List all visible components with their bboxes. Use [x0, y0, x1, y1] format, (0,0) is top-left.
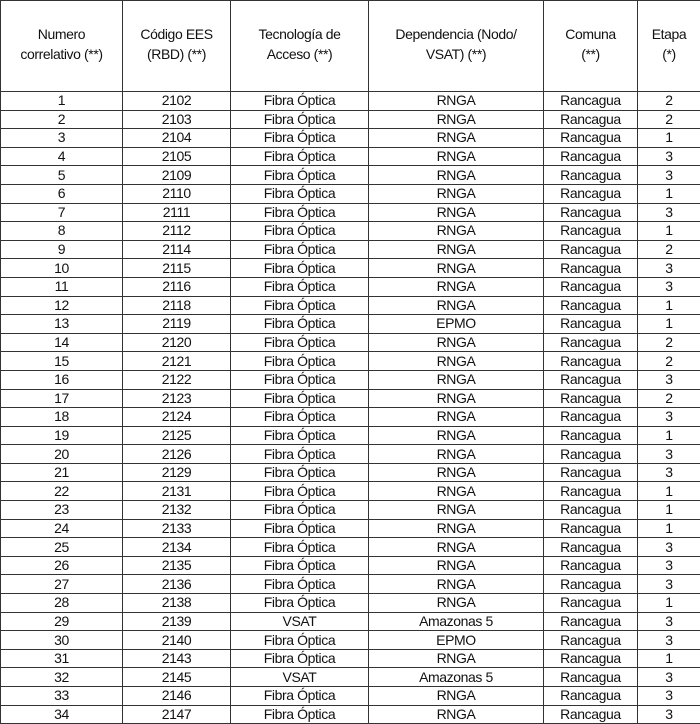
table-row	[1, 129, 700, 148]
cell-comuna: Rancagua	[544, 259, 638, 278]
cell-etapa: 3	[638, 705, 700, 724]
cell-tecnologia-acceso: Fibra Óptica	[231, 147, 369, 166]
cell-etapa: 3	[638, 166, 700, 185]
cell-etapa: 1	[638, 129, 700, 148]
cell-numero-correlativo: 7	[1, 203, 123, 222]
cell-dependencia: RNGA	[369, 370, 544, 389]
cell-dependencia: RNGA	[369, 501, 544, 520]
table-row	[1, 333, 700, 352]
cell-numero-correlativo: 29	[1, 612, 123, 631]
cell-numero-correlativo: 26	[1, 556, 123, 575]
cell-comuna: Rancagua	[544, 315, 638, 334]
cell-dependencia: RNGA	[369, 110, 544, 129]
column-header-line: Comuna	[544, 24, 637, 44]
cell-dependencia: RNGA	[369, 705, 544, 724]
cell-numero-correlativo: 11	[1, 277, 123, 296]
cell-comuna: Rancagua	[544, 110, 638, 129]
cell-tecnologia-acceso: Fibra Óptica	[231, 203, 369, 222]
cell-dependencia: RNGA	[369, 333, 544, 352]
cell-codigo-ees: 2121	[123, 352, 231, 371]
cell-dependencia: RNGA	[369, 408, 544, 427]
cell-etapa: 2	[638, 333, 700, 352]
cell-etapa: 2	[638, 352, 700, 371]
table-row	[1, 668, 700, 687]
cell-dependencia: RNGA	[369, 482, 544, 501]
table-row	[1, 203, 700, 222]
table-row	[1, 370, 700, 389]
table-row	[1, 240, 700, 259]
cell-dependencia: RNGA	[369, 426, 544, 445]
cell-comuna: Rancagua	[544, 352, 638, 371]
cell-etapa: 2	[638, 110, 700, 129]
cell-codigo-ees: 2125	[123, 426, 231, 445]
cell-codigo-ees: 2132	[123, 501, 231, 520]
table-row	[1, 92, 700, 111]
cell-comuna: Rancagua	[544, 92, 638, 111]
cell-dependencia: RNGA	[369, 538, 544, 557]
cell-etapa: 3	[638, 687, 700, 706]
cell-codigo-ees: 2133	[123, 519, 231, 538]
header-row	[1, 1, 700, 92]
cell-dependencia: RNGA	[369, 147, 544, 166]
cell-tecnologia-acceso: Fibra Óptica	[231, 705, 369, 724]
table-row	[1, 408, 700, 427]
cell-tecnologia-acceso: Fibra Óptica	[231, 575, 369, 594]
cell-tecnologia-acceso: Fibra Óptica	[231, 556, 369, 575]
column-header-line: (RBD) (**)	[123, 44, 230, 64]
column-header-etapa	[638, 1, 700, 92]
cell-etapa: 1	[638, 649, 700, 668]
cell-etapa: 2	[638, 389, 700, 408]
cell-comuna: Rancagua	[544, 668, 638, 687]
cell-comuna: Rancagua	[544, 594, 638, 613]
table-row	[1, 482, 700, 501]
cell-tecnologia-acceso: Fibra Óptica	[231, 222, 369, 241]
cell-dependencia: RNGA	[369, 203, 544, 222]
cell-etapa: 3	[638, 408, 700, 427]
cell-codigo-ees: 2146	[123, 687, 231, 706]
cell-comuna: Rancagua	[544, 222, 638, 241]
column-header-line: correlativo (**)	[1, 44, 122, 64]
cell-comuna: Rancagua	[544, 389, 638, 408]
cell-tecnologia-acceso: Fibra Óptica	[231, 426, 369, 445]
cell-dependencia: Amazonas 5	[369, 668, 544, 687]
cell-etapa: 2	[638, 92, 700, 111]
cell-tecnologia-acceso: Fibra Óptica	[231, 631, 369, 650]
cell-etapa: 1	[638, 222, 700, 241]
cell-numero-correlativo: 21	[1, 463, 123, 482]
cell-tecnologia-acceso: Fibra Óptica	[231, 463, 369, 482]
cell-dependencia: RNGA	[369, 222, 544, 241]
cell-comuna: Rancagua	[544, 649, 638, 668]
table-row	[1, 705, 700, 724]
table-row	[1, 426, 700, 445]
cell-etapa: 3	[638, 259, 700, 278]
cell-codigo-ees: 2112	[123, 222, 231, 241]
cell-dependencia: RNGA	[369, 556, 544, 575]
table-body	[1, 92, 700, 724]
cell-numero-correlativo: 1	[1, 92, 123, 111]
cell-dependencia: RNGA	[369, 296, 544, 315]
cell-etapa: 1	[638, 519, 700, 538]
cell-tecnologia-acceso: Fibra Óptica	[231, 408, 369, 427]
cell-comuna: Rancagua	[544, 166, 638, 185]
cell-dependencia: RNGA	[369, 240, 544, 259]
cell-tecnologia-acceso: VSAT	[231, 612, 369, 631]
cell-etapa: 3	[638, 631, 700, 650]
table-row	[1, 315, 700, 334]
cell-tecnologia-acceso: Fibra Óptica	[231, 184, 369, 203]
cell-numero-correlativo: 20	[1, 445, 123, 464]
cell-etapa: 3	[638, 556, 700, 575]
cell-tecnologia-acceso: Fibra Óptica	[231, 687, 369, 706]
table-row	[1, 687, 700, 706]
table-row	[1, 594, 700, 613]
cell-codigo-ees: 2131	[123, 482, 231, 501]
cell-numero-correlativo: 12	[1, 296, 123, 315]
cell-numero-correlativo: 23	[1, 501, 123, 520]
table-row	[1, 612, 700, 631]
column-header-line: Código EES	[123, 24, 230, 44]
cell-etapa: 1	[638, 296, 700, 315]
cell-dependencia: RNGA	[369, 129, 544, 148]
cell-dependencia: RNGA	[369, 184, 544, 203]
cell-etapa: 3	[638, 370, 700, 389]
cell-codigo-ees: 2119	[123, 315, 231, 334]
cell-codigo-ees: 2109	[123, 166, 231, 185]
cell-comuna: Rancagua	[544, 445, 638, 464]
cell-etapa: 1	[638, 426, 700, 445]
column-header-line: Acceso (**)	[231, 44, 368, 64]
cell-comuna: Rancagua	[544, 538, 638, 557]
cell-dependencia: RNGA	[369, 519, 544, 538]
cell-numero-correlativo: 6	[1, 184, 123, 203]
cell-etapa: 1	[638, 501, 700, 520]
table-row	[1, 166, 700, 185]
column-header-line: Etapa	[638, 24, 700, 44]
cell-numero-correlativo: 16	[1, 370, 123, 389]
cell-tecnologia-acceso: Fibra Óptica	[231, 501, 369, 520]
cell-numero-correlativo: 9	[1, 240, 123, 259]
cell-codigo-ees: 2140	[123, 631, 231, 650]
cell-numero-correlativo: 27	[1, 575, 123, 594]
cell-numero-correlativo: 17	[1, 389, 123, 408]
cell-comuna: Rancagua	[544, 426, 638, 445]
cell-etapa: 3	[638, 445, 700, 464]
cell-etapa: 3	[638, 203, 700, 222]
cell-numero-correlativo: 8	[1, 222, 123, 241]
cell-dependencia: RNGA	[369, 277, 544, 296]
cell-numero-correlativo: 5	[1, 166, 123, 185]
column-header-line: Numero	[1, 24, 122, 44]
cell-codigo-ees: 2122	[123, 370, 231, 389]
cell-codigo-ees: 2135	[123, 556, 231, 575]
cell-tecnologia-acceso: Fibra Óptica	[231, 166, 369, 185]
cell-tecnologia-acceso: Fibra Óptica	[231, 370, 369, 389]
cell-codigo-ees: 2126	[123, 445, 231, 464]
cell-codigo-ees: 2134	[123, 538, 231, 557]
column-header-dependencia	[369, 1, 544, 92]
cell-codigo-ees: 2114	[123, 240, 231, 259]
column-header-numero-correlativo	[1, 1, 123, 92]
cell-codigo-ees: 2115	[123, 259, 231, 278]
cell-numero-correlativo: 3	[1, 129, 123, 148]
cell-codigo-ees: 2111	[123, 203, 231, 222]
cell-codigo-ees: 2123	[123, 389, 231, 408]
cell-dependencia: RNGA	[369, 687, 544, 706]
table-row	[1, 389, 700, 408]
cell-comuna: Rancagua	[544, 501, 638, 520]
cell-numero-correlativo: 34	[1, 705, 123, 724]
cell-codigo-ees: 2103	[123, 110, 231, 129]
cell-dependencia: Amazonas 5	[369, 612, 544, 631]
cell-etapa: 3	[638, 538, 700, 557]
table-header	[1, 1, 700, 92]
cell-tecnologia-acceso: Fibra Óptica	[231, 594, 369, 613]
cell-codigo-ees: 2118	[123, 296, 231, 315]
cell-codigo-ees: 2129	[123, 463, 231, 482]
cell-dependencia: RNGA	[369, 352, 544, 371]
cell-comuna: Rancagua	[544, 482, 638, 501]
cell-codigo-ees: 2104	[123, 129, 231, 148]
cell-etapa: 3	[638, 463, 700, 482]
cell-tecnologia-acceso: Fibra Óptica	[231, 352, 369, 371]
cell-tecnologia-acceso: Fibra Óptica	[231, 315, 369, 334]
cell-tecnologia-acceso: Fibra Óptica	[231, 445, 369, 464]
cell-dependencia: RNGA	[369, 463, 544, 482]
cell-dependencia: RNGA	[369, 575, 544, 594]
table-row	[1, 259, 700, 278]
cell-numero-correlativo: 10	[1, 259, 123, 278]
table-row	[1, 538, 700, 557]
table-row	[1, 277, 700, 296]
cell-comuna: Rancagua	[544, 147, 638, 166]
cell-dependencia: RNGA	[369, 389, 544, 408]
cell-tecnologia-acceso: Fibra Óptica	[231, 389, 369, 408]
cell-tecnologia-acceso: Fibra Óptica	[231, 482, 369, 501]
table-row	[1, 631, 700, 650]
cell-codigo-ees: 2139	[123, 612, 231, 631]
table-row	[1, 556, 700, 575]
column-header-codigo-ees	[123, 1, 231, 92]
cell-codigo-ees: 2124	[123, 408, 231, 427]
cell-etapa: 1	[638, 594, 700, 613]
cell-comuna: Rancagua	[544, 296, 638, 315]
cell-comuna: Rancagua	[544, 575, 638, 594]
column-header-line: VSAT) (**)	[369, 44, 543, 64]
cell-numero-correlativo: 33	[1, 687, 123, 706]
cell-dependencia: RNGA	[369, 649, 544, 668]
cell-dependencia: RNGA	[369, 594, 544, 613]
cell-tecnologia-acceso: Fibra Óptica	[231, 92, 369, 111]
table-row	[1, 296, 700, 315]
cell-etapa: 3	[638, 612, 700, 631]
table-row	[1, 445, 700, 464]
table-row	[1, 575, 700, 594]
cell-comuna: Rancagua	[544, 203, 638, 222]
cell-comuna: Rancagua	[544, 408, 638, 427]
cell-numero-correlativo: 31	[1, 649, 123, 668]
cell-codigo-ees: 2147	[123, 705, 231, 724]
cell-codigo-ees: 2105	[123, 147, 231, 166]
cell-comuna: Rancagua	[544, 631, 638, 650]
table-row	[1, 110, 700, 129]
cell-codigo-ees: 2116	[123, 277, 231, 296]
cell-numero-correlativo: 15	[1, 352, 123, 371]
table-row	[1, 501, 700, 520]
cell-dependencia: RNGA	[369, 92, 544, 111]
cell-codigo-ees: 2110	[123, 184, 231, 203]
cell-etapa: 3	[638, 668, 700, 687]
column-header-comuna	[544, 1, 638, 92]
cell-codigo-ees: 2120	[123, 333, 231, 352]
column-header-line: (**)	[544, 44, 637, 64]
cell-etapa: 1	[638, 482, 700, 501]
cell-tecnologia-acceso: Fibra Óptica	[231, 296, 369, 315]
cell-numero-correlativo: 24	[1, 519, 123, 538]
cell-etapa: 3	[638, 575, 700, 594]
cell-etapa: 3	[638, 147, 700, 166]
cell-numero-correlativo: 4	[1, 147, 123, 166]
table-row	[1, 463, 700, 482]
cell-numero-correlativo: 30	[1, 631, 123, 650]
cell-codigo-ees: 2145	[123, 668, 231, 687]
cell-tecnologia-acceso: Fibra Óptica	[231, 519, 369, 538]
cell-numero-correlativo: 25	[1, 538, 123, 557]
cell-tecnologia-acceso: Fibra Óptica	[231, 259, 369, 278]
cell-codigo-ees: 2102	[123, 92, 231, 111]
cell-etapa: 1	[638, 315, 700, 334]
cell-tecnologia-acceso: Fibra Óptica	[231, 333, 369, 352]
cell-comuna: Rancagua	[544, 519, 638, 538]
column-header-tecnologia-acceso	[231, 1, 369, 92]
cell-etapa: 3	[638, 277, 700, 296]
cell-numero-correlativo: 19	[1, 426, 123, 445]
cell-numero-correlativo: 13	[1, 315, 123, 334]
cell-numero-correlativo: 28	[1, 594, 123, 613]
table-row	[1, 147, 700, 166]
cell-tecnologia-acceso: Fibra Óptica	[231, 110, 369, 129]
cell-etapa: 2	[638, 240, 700, 259]
cell-tecnologia-acceso: VSAT	[231, 668, 369, 687]
column-header-line: Dependencia (Nodo/	[369, 24, 543, 44]
cell-comuna: Rancagua	[544, 129, 638, 148]
cell-comuna: Rancagua	[544, 612, 638, 631]
table-row	[1, 352, 700, 371]
cell-etapa: 1	[638, 184, 700, 203]
cell-comuna: Rancagua	[544, 240, 638, 259]
cell-codigo-ees: 2138	[123, 594, 231, 613]
cell-comuna: Rancagua	[544, 277, 638, 296]
table-row	[1, 519, 700, 538]
cell-tecnologia-acceso: Fibra Óptica	[231, 240, 369, 259]
cell-comuna: Rancagua	[544, 370, 638, 389]
column-header-line: Tecnología de	[231, 24, 368, 44]
cell-comuna: Rancagua	[544, 705, 638, 724]
cell-comuna: Rancagua	[544, 463, 638, 482]
cell-dependencia: RNGA	[369, 445, 544, 464]
cell-comuna: Rancagua	[544, 556, 638, 575]
cell-tecnologia-acceso: Fibra Óptica	[231, 277, 369, 296]
table-row	[1, 649, 700, 668]
cell-dependencia: EPMO	[369, 315, 544, 334]
cell-numero-correlativo: 22	[1, 482, 123, 501]
cell-numero-correlativo: 2	[1, 110, 123, 129]
cell-tecnologia-acceso: Fibra Óptica	[231, 649, 369, 668]
cell-comuna: Rancagua	[544, 184, 638, 203]
cell-codigo-ees: 2136	[123, 575, 231, 594]
cell-codigo-ees: 2143	[123, 649, 231, 668]
cell-tecnologia-acceso: Fibra Óptica	[231, 129, 369, 148]
cell-comuna: Rancagua	[544, 687, 638, 706]
cell-numero-correlativo: 14	[1, 333, 123, 352]
cell-dependencia: EPMO	[369, 631, 544, 650]
table-row	[1, 184, 700, 203]
column-header-line: (*)	[638, 44, 700, 64]
cell-tecnologia-acceso: Fibra Óptica	[231, 538, 369, 557]
table-row	[1, 222, 700, 241]
cell-dependencia: RNGA	[369, 259, 544, 278]
cell-numero-correlativo: 32	[1, 668, 123, 687]
cell-numero-correlativo: 18	[1, 408, 123, 427]
cell-dependencia: RNGA	[369, 166, 544, 185]
cell-comuna: Rancagua	[544, 333, 638, 352]
